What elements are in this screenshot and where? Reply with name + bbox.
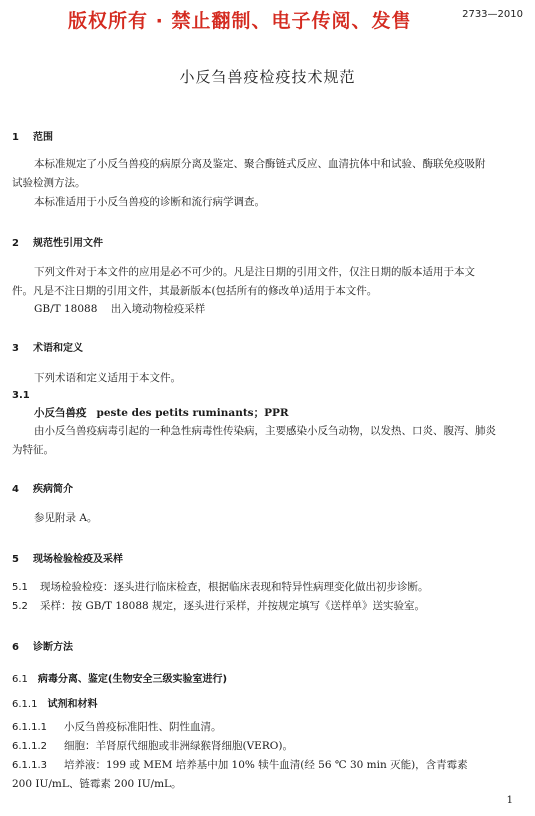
paragraph-line: 件。凡是不注日期的引用文件，其最新版本(包括所有的修改单)适用于本文件。 bbox=[12, 285, 378, 297]
clause-text: 细胞：羊肾原代细胞或非洲绿猴肾细胞(VERO)。 bbox=[64, 740, 293, 752]
clause-number: 6.1.1.2 bbox=[12, 741, 47, 752]
section-number: 1 bbox=[12, 132, 19, 143]
page-number: 1 bbox=[506, 795, 513, 806]
clause-text: 培养液：199 或 MEM 培养基中加 10% 犊牛血清(经 56 ℃ 30 min 灭能)，含青霉素 bbox=[64, 759, 468, 771]
normative-reference bbox=[12, 300, 523, 319]
document-title: 小反刍兽疫检疫技术规范 bbox=[179, 68, 356, 86]
paragraph-line: 为特征。 bbox=[12, 444, 54, 456]
clause-5-2 bbox=[12, 597, 425, 616]
section-number: 2 bbox=[12, 238, 19, 249]
subsection-heading-6-1 bbox=[12, 670, 227, 685]
paragraph-line: 下列文件对于本文件的应用是必不可少的。凡是注日期的引用文件，仅注日期的版本适用于本文 bbox=[34, 266, 475, 278]
clause-6-1-1-1 bbox=[12, 718, 222, 737]
section-4-paragraph-1 bbox=[12, 509, 523, 528]
clause-6-1-1-3-continued bbox=[12, 775, 182, 794]
paragraph-line: 参见附录 A。 bbox=[34, 512, 98, 524]
paragraph-line: 本标准适用于小反刍兽疫的诊断和流行病学调查。 bbox=[34, 196, 265, 208]
section-heading-2 bbox=[12, 234, 103, 249]
clause-6-1-1-3 bbox=[12, 756, 468, 775]
subsection-heading-6-1-1 bbox=[12, 695, 97, 710]
term-entry bbox=[34, 405, 289, 420]
clause-6-1-1-2 bbox=[12, 737, 293, 756]
section-title: 现场检验检疫及采样 bbox=[32, 554, 123, 565]
section-number: 4 bbox=[12, 484, 19, 495]
clause-number: 5.2 bbox=[12, 601, 28, 612]
clause-number: 6.1.1.3 bbox=[12, 760, 47, 771]
paragraph-line: 由小反刍兽疫病毒引起的一种急性病毒性传染病，主要感染小反刍动物，以发热、口炎、腹泻、肺炎 bbox=[34, 425, 496, 437]
subsection-title: 病毒分离、鉴定(生物安全三级实验室进行) bbox=[37, 674, 228, 685]
section-number: 6 bbox=[12, 642, 19, 653]
clause-number: 5.1 bbox=[12, 582, 28, 593]
section-title: 疾病简介 bbox=[32, 484, 73, 495]
section-heading-5 bbox=[12, 550, 123, 565]
clause-text: 现场检验检疫：逐头进行临床检查，根据临床表现和特异性病理变化做出初步诊断。 bbox=[40, 581, 429, 593]
term-definition bbox=[12, 422, 523, 460]
section-title: 术语和定义 bbox=[32, 343, 83, 354]
subsection-number: 6.1.1 bbox=[12, 699, 38, 710]
clause-text: 200 IU/mL、链霉素 200 IU/mL。 bbox=[12, 778, 182, 790]
term-number: 3.1 bbox=[12, 390, 30, 401]
clause-number: 6.1.1.1 bbox=[12, 722, 47, 733]
paragraph-line: 本标准规定了小反刍兽疫的病原分离及鉴定、聚合酶链式反应、血清抗体中和试验、酶联免疫吸附 bbox=[34, 158, 486, 170]
section-heading-4 bbox=[12, 480, 73, 495]
term-english: peste des petits ruminants；PPR bbox=[96, 407, 289, 419]
subsection-number: 6.1 bbox=[12, 674, 28, 685]
copyright-watermark: 版权所有 · 禁止翻制、电子传阅、发售 bbox=[68, 10, 412, 32]
paragraph-line: 试验检测方法。 bbox=[12, 177, 86, 189]
section-2-paragraph-1 bbox=[12, 263, 523, 301]
term-number-3-1 bbox=[12, 390, 30, 401]
section-heading-6 bbox=[12, 638, 73, 653]
clause-5-1 bbox=[12, 578, 429, 597]
section-1-paragraph-2 bbox=[12, 193, 523, 212]
section-heading-3 bbox=[12, 339, 83, 354]
section-number: 5 bbox=[12, 554, 19, 565]
reference-line: GB/T 18088 出入境动物检疫采样 bbox=[34, 303, 206, 315]
paragraph-line: 下列术语和定义适用于本文件。 bbox=[34, 372, 181, 384]
section-title: 规范性引用文件 bbox=[32, 238, 103, 249]
subsection-title: 试剂和材料 bbox=[47, 699, 98, 710]
clause-text: 采样：按 GB/T 18088 规定，逐头进行采样，并按规定填写《送样单》送实验室。 bbox=[40, 600, 426, 612]
section-number: 3 bbox=[12, 343, 19, 354]
section-1-paragraph-1 bbox=[12, 155, 523, 193]
standard-number: 2733—2010 bbox=[462, 9, 523, 20]
term-name: 小反刍兽疫 bbox=[34, 407, 87, 419]
clause-text: 小反刍兽疫标准阳性、阴性血清。 bbox=[64, 721, 222, 733]
section-title: 诊断方法 bbox=[32, 642, 73, 653]
section-heading-1 bbox=[12, 128, 53, 143]
section-title: 范围 bbox=[32, 132, 53, 143]
section-3-paragraph-1 bbox=[12, 369, 523, 388]
